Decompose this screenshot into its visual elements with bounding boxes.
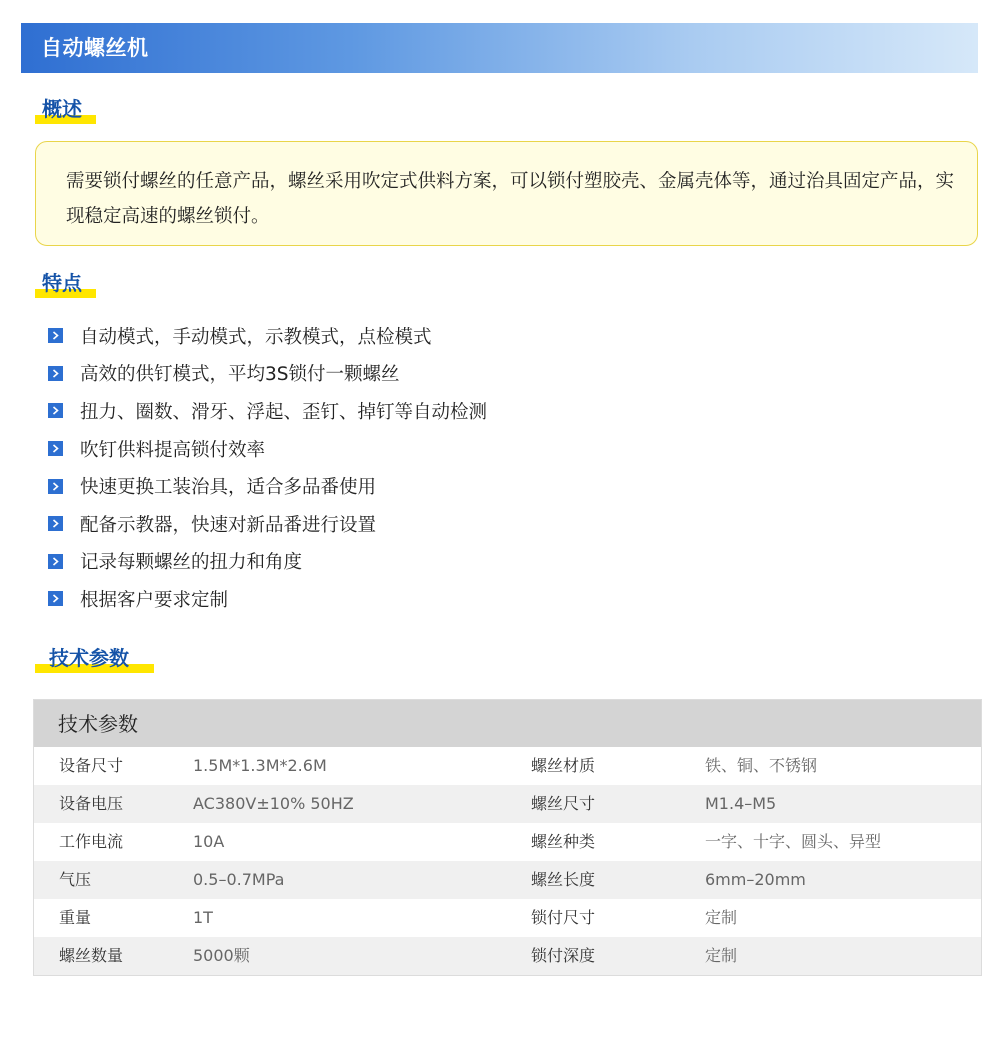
list-item <box>48 355 487 393</box>
chevron-right-icon <box>48 366 63 381</box>
feature-text: 自动模式，手动模式，示教模式，点检模式 <box>80 326 432 348</box>
list-item <box>48 543 487 581</box>
list-item <box>48 467 487 505</box>
feature-text: 扭力、圈数、滑牙、浮起、歪钉、掉钉等自动检测 <box>80 401 488 423</box>
spec-label: 重量 <box>59 908 92 927</box>
spec-label: 锁付尺寸 <box>531 908 596 927</box>
feature-text: 快速更换工装治具，适合多品番使用 <box>80 477 377 499</box>
feature-text: 根据客户要求定制 <box>80 589 229 611</box>
section-heading-features <box>35 268 97 302</box>
spec-label: 锁付深度 <box>531 946 596 965</box>
overview-text: 需要锁付螺丝的任意产品，螺丝采用吹定式供料方案，可以锁付塑胶壳、金属壳体等，通过治具固定产品，实现稳定高速的螺丝锁付。 <box>66 171 955 227</box>
chevron-right-icon <box>48 403 63 418</box>
chevron-right-icon <box>48 441 63 456</box>
spec-value: M1.4–M5 <box>705 794 777 813</box>
list-item <box>48 430 487 468</box>
feature-text: 记录每颗螺丝的扭力和角度 <box>80 552 303 574</box>
feature-text: 配备示教器，快速对新品番进行设置 <box>80 514 377 536</box>
table-header-title: 技术参数 <box>58 712 138 736</box>
table-row <box>34 899 981 937</box>
table-row <box>34 823 981 861</box>
spec-label: 气压 <box>59 870 92 889</box>
spec-label: 螺丝长度 <box>531 870 596 889</box>
section-title-overview: 概述 <box>42 97 82 121</box>
list-item <box>48 392 487 430</box>
section-title-features: 特点 <box>42 271 82 295</box>
spec-value: 定制 <box>705 946 738 965</box>
spec-value: 10A <box>193 832 225 851</box>
chevron-right-icon <box>48 516 63 531</box>
spec-value: AC380V±10% 50HZ <box>193 794 354 813</box>
feature-text: 吹钉供料提高锁付效率 <box>80 439 266 461</box>
spec-label: 螺丝尺寸 <box>531 794 596 813</box>
table-row <box>34 785 981 823</box>
spec-value: 1T <box>193 908 213 927</box>
spec-table <box>33 699 982 976</box>
list-item <box>48 505 487 543</box>
spec-value: 1.5M*1.3M*2.6M <box>193 756 327 775</box>
table-row <box>34 937 981 975</box>
chevron-right-icon <box>48 554 63 569</box>
spec-label: 螺丝数量 <box>59 946 124 965</box>
chevron-right-icon <box>48 591 63 606</box>
spec-label: 螺丝材质 <box>531 756 596 775</box>
features-list <box>48 317 487 618</box>
spec-label: 设备尺寸 <box>59 756 124 775</box>
spec-label: 螺丝种类 <box>531 832 596 851</box>
title-bar <box>21 23 978 73</box>
table-row <box>34 861 981 899</box>
section-heading-overview <box>35 94 97 128</box>
list-item <box>48 317 487 355</box>
spec-label: 工作电流 <box>59 832 124 851</box>
spec-value: 一字、十字、圆头、异型 <box>705 832 882 851</box>
spec-value: 定制 <box>705 908 738 927</box>
table-header <box>34 700 981 747</box>
page-title: 自动螺丝机 <box>41 36 149 60</box>
spec-label: 设备电压 <box>59 794 124 813</box>
spec-value: 铁、铜、不锈钢 <box>705 756 818 775</box>
list-item <box>48 580 487 618</box>
section-heading-specs <box>35 643 155 677</box>
chevron-right-icon <box>48 479 63 494</box>
chevron-right-icon <box>48 328 63 343</box>
overview-box <box>35 141 978 246</box>
spec-value: 5000颗 <box>193 946 250 965</box>
table-row <box>34 747 981 785</box>
feature-text: 高效的供钉模式，平均3S锁付一颗螺丝 <box>80 364 400 386</box>
spec-value: 6mm–20mm <box>705 870 806 889</box>
spec-value: 0.5–0.7MPa <box>193 870 285 889</box>
section-title-specs: 技术参数 <box>49 646 129 670</box>
